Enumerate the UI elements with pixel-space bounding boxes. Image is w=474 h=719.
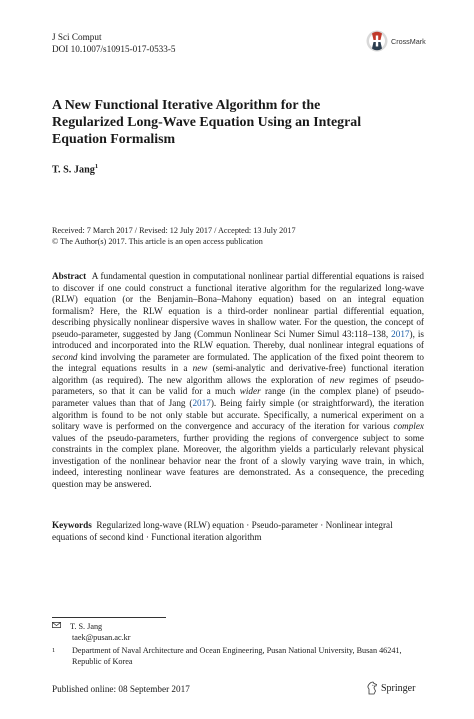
affiliation-mark[interactable]: 1: [94, 163, 99, 170]
crossmark-label: CrossMark: [391, 36, 426, 46]
article-dates: [52, 225, 296, 247]
springer-logo: [366, 681, 415, 695]
keywords-text: Regularized long-wave (RLW) equation · Pseudo-parameter · Nonlinear integral equations of second kind · Functional iteration algorithm: [52, 520, 393, 542]
abstract-em-wider: wider: [239, 386, 261, 397]
abstract-text-8: values of the pseudo-parameters, further providing the regions of convergence subject to some constraints in the complex plane. Moreover, the algorithm yields a particularly relevant physical investigation of the nonlinear behavior near the front of a slowly varying wave train, in which, indeed, interesting nonlinear wave features are demonstrated. As a consequence, the preceding question may be answered.: [52, 432, 424, 489]
abstract-text-7: ). Being fairly simple (or straightforward), the iteration algorithm is found to be not only stable but accurate. Specifically, a numerical experiment on a solitary wave is performed on the convergence and accuracy of the iteration for various: [52, 398, 424, 432]
springer-horse-icon: [366, 681, 378, 695]
correspondence-name: T. S. Jang: [70, 622, 103, 631]
abstract: [52, 271, 424, 490]
abstract-text-5: regimes of pseudo-parameters, so that it can be valid for a much: [52, 374, 424, 397]
abstract-em-new-2: new: [329, 374, 345, 385]
copyright-line: © The Author(s) 2017. This article is an open access publication: [52, 237, 263, 246]
keywords-heading: Keywords: [52, 520, 92, 530]
affiliation-number: 1: [52, 647, 56, 654]
crossmark-icon: [366, 30, 388, 52]
abstract-text-2: ), is introduced and incorporated into the RLW equation. Thereby, dual nonlinear integral equations of: [52, 328, 425, 351]
publisher-name: Springer: [381, 682, 416, 694]
abstract-heading: Abstract: [52, 271, 87, 281]
author-line: [52, 163, 98, 175]
journal-name: J Sci Comput: [52, 32, 102, 42]
footnote-rule: [52, 617, 166, 618]
abstract-em-new-1: new: [192, 363, 208, 374]
published-online: Published online: 08 September 2017: [52, 684, 190, 694]
abstract-em-second: second: [52, 351, 78, 362]
abstract-text-3: kind involving the parameter are formulated. The application of the fixed point theorem to the integral equations results in a: [52, 351, 424, 374]
citation-link-1[interactable]: 2017: [391, 328, 410, 339]
affiliation: [52, 646, 424, 667]
journal-doi[interactable]: DOI 10.1007/s10915-017-0533-5: [52, 43, 176, 54]
article-title: A New Functional Iterative Algorithm for the Regularized Long-Wave Equation Using an Integral Equation Formalism: [52, 98, 362, 147]
correspondence-email[interactable]: taek@pusan.ac.kr: [72, 632, 131, 642]
abstract-text-6: range (in the complex plane) of pseudo-parameter values than that of Jang (: [52, 386, 424, 409]
affiliation-text: Department of Naval Architecture and Ocean Engineering, Pusan National University, Busan 46241, Republic of Korea: [72, 646, 402, 666]
correspondence: [52, 622, 130, 643]
abstract-text-4: (semi-analytic and derivative-free) functional iteration algorithm (as required). The new algorithm allows the exploration of: [52, 363, 424, 385]
crossmark-badge[interactable]: [366, 28, 426, 54]
history-dates: Received: 7 March 2017 / Revised: 12 July 2017 / Accepted: 13 July 2017: [52, 226, 296, 235]
keywords: [52, 520, 424, 543]
abstract-text-1: A fundamental question in computational nonlinear partial differential equations is raised to discover if one could construct a functional iterative algorithm for the regularized long-wave (RLW) equation (or the Benjamin–Bona–Mahony equation) based on an integral equation formalism? Here, the RLW equation is a third-order nonlinear partial differential equation, describing physically nonlinear dispersive waves in shallow water. For the question, the concept of pseudo-parameter, suggested by Jang (Commun Nonlinear Sci Numer Simul 43:118–138,: [52, 271, 425, 339]
author-name[interactable]: T. S. Jang: [52, 164, 95, 176]
citation-link-2[interactable]: 2017: [192, 398, 211, 409]
abstract-em-complex: complex: [393, 421, 424, 432]
journal-header: [52, 32, 176, 55]
envelope-icon: [52, 622, 61, 628]
